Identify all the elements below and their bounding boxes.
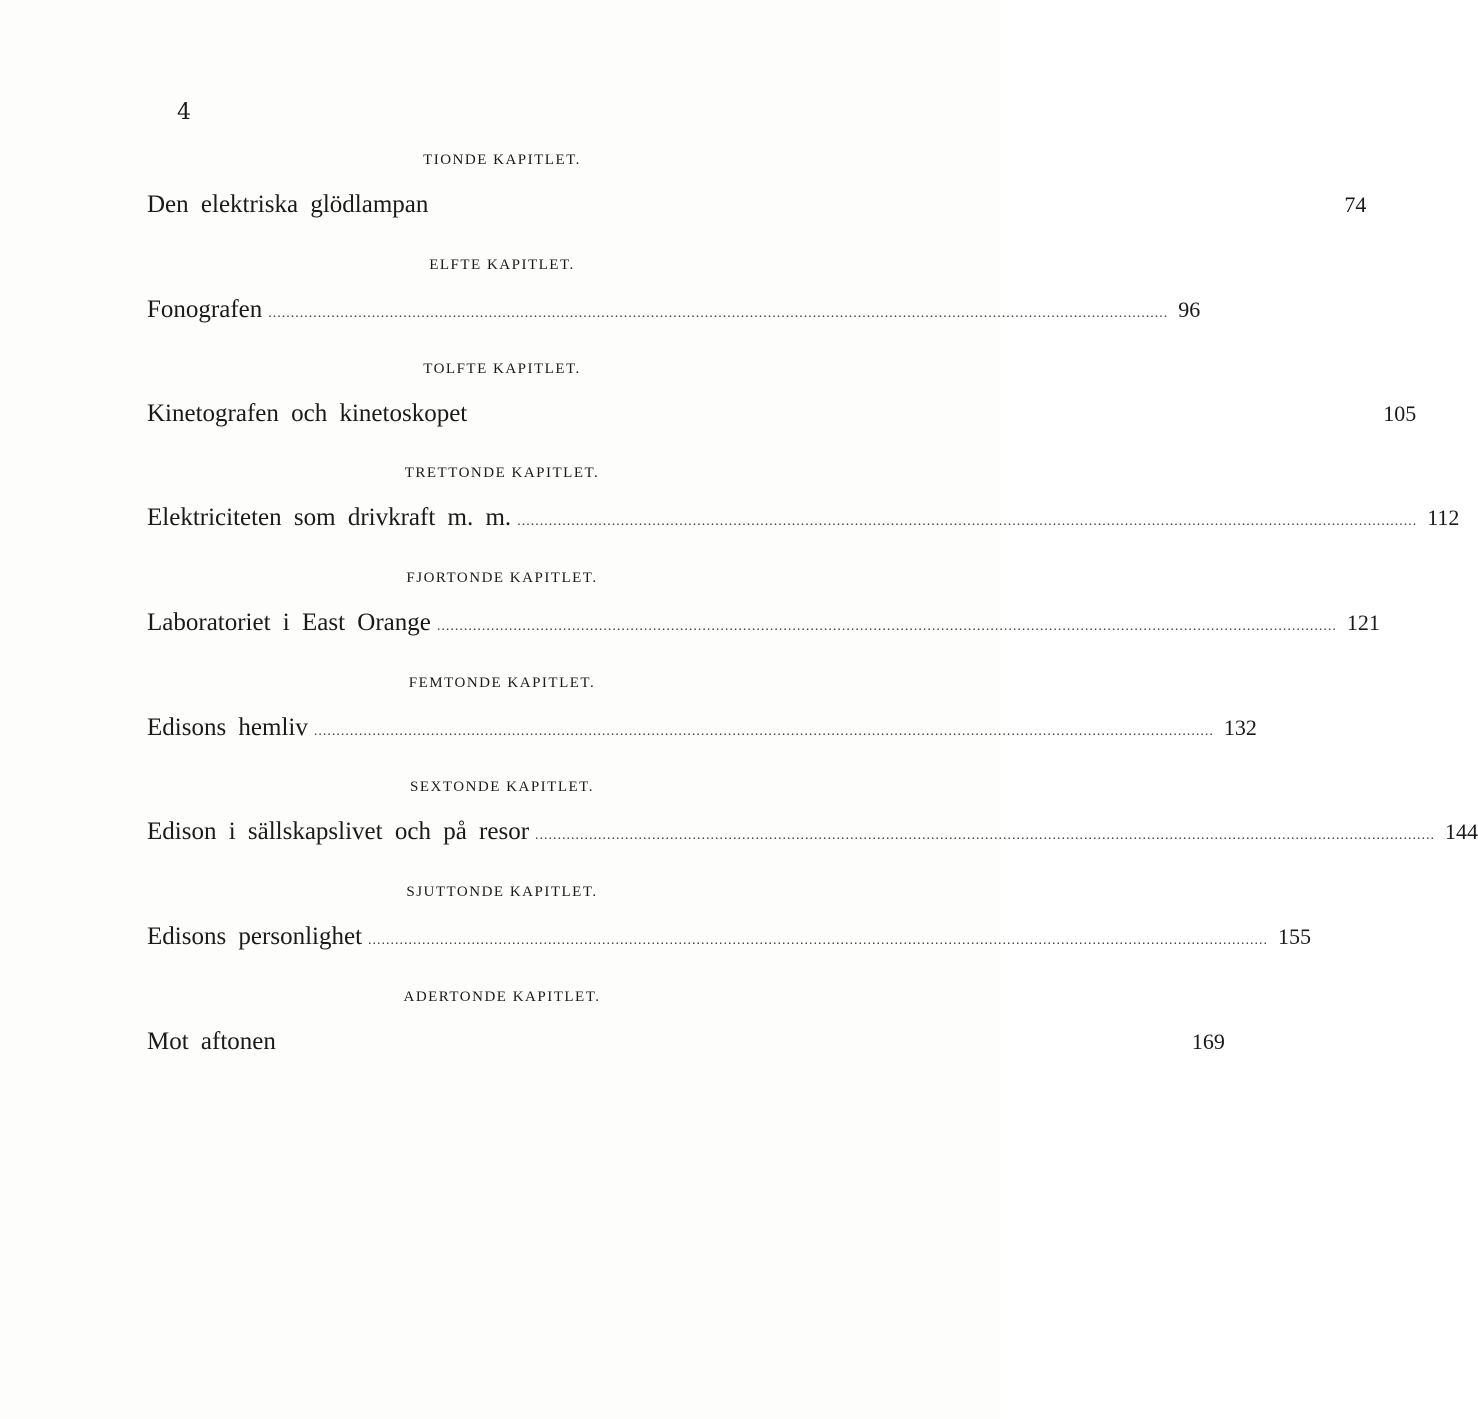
chapter-page-ref: 169	[1191, 1029, 1225, 1054]
chapter-page-ref: 74	[1344, 192, 1367, 217]
chapter-entry	[147, 255, 1201, 325]
chapter-entry	[147, 150, 1367, 220]
chapter-page-ref: 112	[1427, 505, 1460, 530]
chapter-title: Fonografen	[147, 296, 263, 323]
chapter-heading: ELFTE KAPITLET.	[429, 257, 575, 273]
page-number: 4	[177, 100, 191, 125]
chapter-page-ref: 155	[1278, 924, 1312, 949]
chapter-entry	[147, 987, 1225, 1057]
chapter-title: Mot aftonen	[147, 1028, 276, 1055]
dot-leader: ........................................................................................................................................................................................................	[517, 514, 1418, 529]
chapter-line	[147, 295, 1201, 325]
chapter-heading: TIONDE KAPITLET.	[423, 152, 581, 168]
chapter-line	[147, 399, 1417, 429]
chapter-heading: SEXTONDE KAPITLET.	[410, 779, 594, 795]
chapter-line	[147, 608, 1380, 638]
dot-leader: ........................................................................................................................................................................................................	[368, 933, 1269, 948]
chapter-entry	[147, 568, 1380, 638]
dot-leader: ........................................................................................................................................................................................................	[535, 828, 1436, 843]
chapter-line	[147, 922, 1312, 952]
chapter-heading: ADERTONDE KAPITLET.	[403, 989, 601, 1005]
chapter-page-ref: 105	[1383, 401, 1417, 426]
chapter-line	[147, 817, 1478, 847]
chapter-heading: SJUTTONDE KAPITLET.	[406, 884, 598, 900]
dot-leader: ........................................................................................................................................................................................................	[313, 724, 1214, 739]
chapter-title: Elektriciteten som drivkraft m. m.	[147, 504, 512, 531]
chapter-line	[147, 503, 1460, 533]
chapter-heading: FEMTONDE KAPITLET.	[408, 675, 596, 691]
chapter-line	[147, 713, 1257, 743]
chapter-page-ref: 132	[1223, 715, 1257, 740]
chapter-line	[147, 1027, 1225, 1057]
chapter-heading: TOLFTE KAPITLET.	[423, 361, 581, 377]
dot-leader: ........................................................................................................................................................................................................	[268, 306, 1169, 321]
chapter-entry	[147, 359, 1417, 429]
dot-leader	[282, 1031, 1182, 1061]
chapter-page-ref: 121	[1346, 610, 1380, 635]
chapter-heading: TRETTONDE KAPITLET.	[404, 465, 600, 481]
chapter-title: Edison i sällskapslivet och på resor	[147, 818, 530, 845]
chapter-heading: FJORTONDE KAPITLET.	[406, 570, 598, 586]
chapter-page-ref: 144	[1445, 819, 1478, 844]
chapter-title: Edisons personlighet	[147, 923, 363, 950]
chapter-entry	[147, 673, 1257, 743]
chapter-line	[147, 190, 1367, 220]
chapter-title: Laboratoriet i East Orange	[147, 609, 431, 636]
chapter-title: Edisons hemliv	[147, 714, 308, 741]
chapter-entry	[147, 463, 1460, 533]
dot-leader	[434, 194, 1334, 224]
dot-leader	[473, 403, 1373, 433]
chapter-title: Den elektriska glödlampan	[147, 191, 429, 218]
chapter-page-ref: 96	[1178, 297, 1201, 322]
dot-leader: ........................................................................................................................................................................................................	[436, 619, 1337, 634]
chapter-entry	[147, 777, 1478, 847]
chapter-title: Kinetografen och kinetoskopet	[147, 400, 468, 427]
chapter-entry	[147, 882, 1312, 952]
